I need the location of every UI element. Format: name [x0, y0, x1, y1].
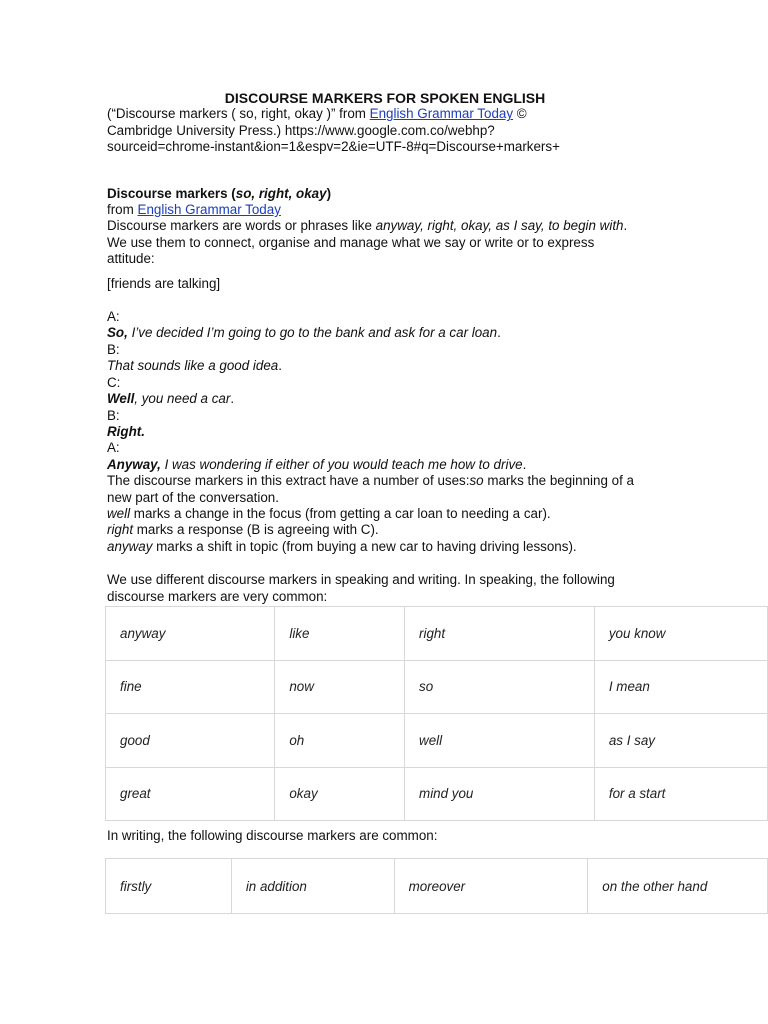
dialogue-line [107, 358, 768, 374]
table-cell: so [405, 660, 595, 714]
spoken-markers-table [105, 606, 768, 821]
document-body [107, 90, 768, 605]
dialogue-marker: Anyway, [107, 456, 161, 472]
marker-word: anyway [107, 538, 153, 554]
dialogue-line [107, 325, 768, 341]
from-label: from [107, 202, 138, 218]
from-line [107, 202, 768, 218]
table-cell: anyway [106, 607, 275, 661]
written-markers-table [105, 858, 768, 914]
dialogue-text: , you need a car [134, 391, 231, 407]
table-cell: now [275, 660, 405, 714]
dialogue-marker: So, [107, 325, 128, 341]
dialogue-end: . [230, 391, 235, 407]
explanation-end: marks the beginning of a [483, 473, 634, 489]
heading-italic: so, right, okay [235, 185, 327, 201]
table-cell: right [405, 607, 595, 661]
dialogue-marker: Well [107, 391, 135, 407]
from-link[interactable]: English Grammar Today [137, 202, 281, 218]
dialogue-end: . [278, 358, 282, 374]
table-cell: firstly [106, 859, 232, 914]
dialogue-line [107, 391, 768, 407]
marker-explanation: marks a shift in topic (from buying a new car to having driving lessons). [152, 538, 577, 554]
table-cell: like [275, 607, 405, 661]
table-cell: as I say [594, 714, 767, 768]
intro-line-1 [107, 218, 768, 234]
document-title: DISCOURSE MARKERS FOR SPOKEN ENGLISH [224, 90, 546, 106]
table-cell: fine [106, 660, 275, 714]
table-cell: great [106, 767, 275, 821]
table-cell: on the other hand [588, 859, 768, 914]
intro-line-3: attitude: [107, 251, 155, 267]
writing-intro: In writing, the following discourse markers are common: [107, 828, 438, 843]
copyright-symbol: © [513, 106, 527, 122]
source-line-3: sourceid=chrome-instant&ion=1&espv=2&ie=UTF-8#q=Discourse+markers+ [107, 139, 560, 155]
speaking-intro-line-2: discourse markers are very common: [107, 588, 328, 604]
dialogue-text: I’ve decided I’m going to go to the bank and ask for a car loan [127, 325, 498, 341]
table-cell: good [106, 714, 275, 768]
dialogue-end: . [497, 325, 501, 341]
explanation-well [107, 506, 768, 522]
dialogue-line [107, 424, 768, 440]
speaker-label: C: [107, 374, 121, 390]
explanation-word: so [469, 473, 484, 489]
speaker-label: B: [107, 341, 120, 357]
intro-end: . [623, 218, 628, 234]
marker-explanation: marks a change in the focus (from getting a car loan to needing a car). [130, 505, 551, 521]
dialogue-text: That sounds like a good idea [107, 358, 279, 374]
table-cell: in addition [231, 859, 394, 914]
source-citation [107, 106, 768, 122]
source-line-2: Cambridge University Press.) https://www.google.com.co/webhp? [107, 122, 495, 138]
table-row [106, 767, 768, 821]
table-cell: you know [594, 607, 767, 661]
speaker-label: A: [107, 309, 120, 325]
dialogue-marker: Right. [107, 423, 145, 439]
table-cell: okay [275, 767, 405, 821]
intro-start: Discourse markers are words or phrases like [107, 218, 376, 234]
table-cell: well [405, 714, 595, 768]
explanation-right [107, 522, 768, 538]
explanation-line-2: new part of the conversation. [107, 489, 279, 505]
table-cell: I mean [594, 660, 767, 714]
marker-word: right [107, 522, 134, 538]
table-cell: for a start [594, 767, 767, 821]
dialogue-end: . [522, 456, 527, 472]
table-cell: oh [275, 714, 405, 768]
dialogue [107, 309, 768, 473]
table-row [106, 660, 768, 714]
marker-word: well [107, 505, 131, 521]
table-row [106, 714, 768, 768]
table-cell: mind you [405, 767, 595, 821]
dialogue-text: I was wondering if either of you would teach me how to drive [160, 456, 523, 472]
marker-explanation: marks a response (B is agreeing with C). [133, 522, 379, 538]
section-heading [107, 186, 768, 202]
context-note: [friends are talking] [107, 275, 221, 291]
speaker-label: A: [107, 440, 120, 456]
source-link[interactable]: English Grammar Today [369, 106, 514, 122]
heading-start: Discourse markers ( [107, 185, 236, 201]
speaking-intro-line-1: We use different discourse markers in speaking and writing. In speaking, the following [107, 572, 615, 588]
heading-end: ) [326, 185, 332, 201]
intro-examples: anyway, right, okay, as I say, to begin with [375, 218, 624, 234]
table-row [106, 859, 768, 914]
intro-line-2: We use them to connect, organise and manage what we say or write or to express [107, 234, 595, 250]
explanation-anyway [107, 539, 768, 555]
speaker-label: B: [107, 407, 120, 423]
source-prefix: (“Discourse markers ( so, right, okay )” from [107, 106, 370, 122]
dialogue-line [107, 457, 768, 473]
explanation-start: The discourse markers in this extract have a number of uses: [107, 473, 470, 489]
table-cell: moreover [394, 859, 588, 914]
table-row [106, 607, 768, 661]
explanation-line-1 [107, 473, 768, 489]
